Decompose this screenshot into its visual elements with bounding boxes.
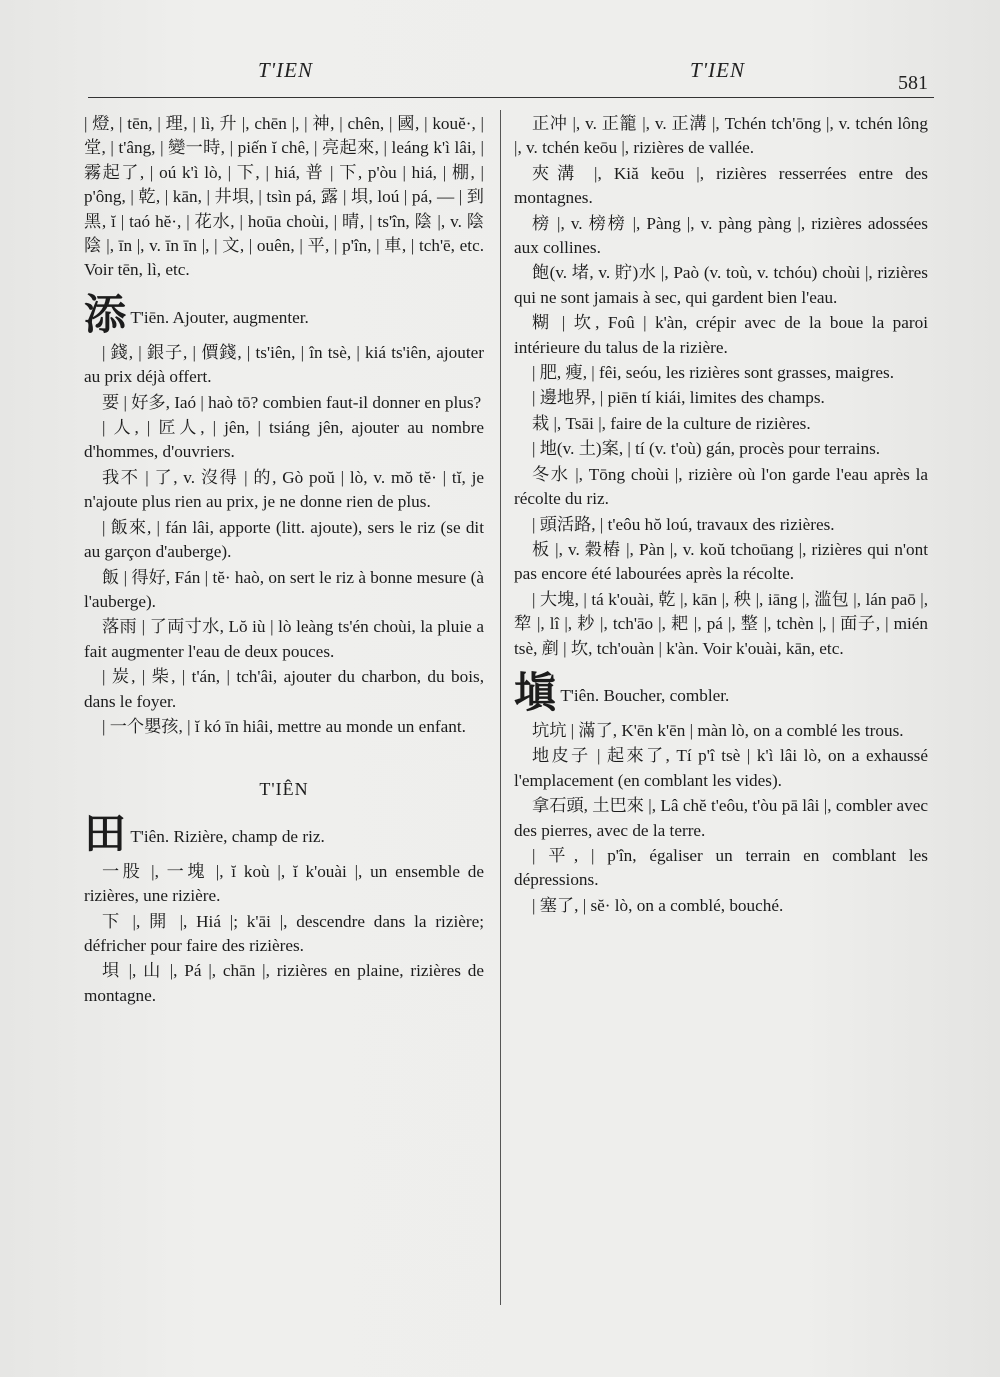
right-column [514, 112, 928, 919]
continued-entry: | 燈, | tēn, | 理, | lì, 升 |, chēn |, | 神, | chên, | 國, | kouĕ·, | 堂, | t'âng, | 變一時, | piến ĭ chê, | 亮起來, | leáng k'ì lâi, | 霧起了, | oú k'ì lò, | 下, | hiá, 普 | 下, p'òu | hiá, | 棚, | p'ông, | 乾, | kān, | 井垻, | tsìn pá, 露 | 垻, loú | pá, — | 到黑, ĭ | taó hĕ·, | 花水, | hoūa choùi, | 晴, | ts'în, 陰 |, v. 陰陰 |, īn |, v. īn īn |, | 文, | ouên, | 平, | p'în, | 車, | tch'ē, etc. Voir tēn, lì, etc. [84, 114, 484, 280]
dictionary-entry: 垻 |, 山 |, Pá |, chān |, rizières en plaine, rizières de montagne. [84, 961, 484, 1005]
running-head-left: T'IEN [258, 58, 313, 82]
dictionary-entry: 地皮子 | 起來了, Tí p'î tsè | k'ì lâi lò, on a exhaussé l'emplacement (en comblant les vides). [514, 746, 928, 790]
dictionary-entry: 板 |, v. 穀樁 |, Pàn |, v. koŭ tchoūang |, rizières qui n'ont pas encore été labourées après la récolte. [514, 539, 928, 584]
dictionary-entry: 飽(v. 堵, v. 貯)水 |, Paò (v. toù, v. tchóu) choùi |, rizières qui ne sont jamais à sec, qui gardent bien l'eau. [514, 263, 928, 307]
dictionary-entry: | 地(v. 土)案, | tí (v. t'où) gán, procès pour terrains. [532, 439, 881, 459]
dictionary-entry: | 塞了, | sĕ· lò, on a comblé, bouché. [532, 895, 784, 915]
dictionary-entry: 下 |, 開 |, Hiá |; k'āi |, descendre dans la rizière; défricher pour faire des rizières. [84, 911, 484, 955]
dictionary-entry: 落雨 | 了両寸水, Lŏ iù | lò leàng ts'én choùi, la pluie a fait augmenter l'eau de deux pouces. [84, 617, 484, 661]
headword-definition: T'iēn. Ajouter, augmenter. [130, 307, 309, 327]
dictionary-entry: 坑坑 | 滿了, K'ēn k'ēn | màn lò, on a comblé les trous. [532, 720, 904, 740]
dictionary-entry: 飯 | 得好, Fán | tĕ· haò, on sert le riz à bonne mesure (à l'auberge). [84, 567, 484, 611]
dictionary-entry: | 一个嬰孩, | ĭ kó īn hiâi, mettre au monde un enfant. [102, 716, 466, 736]
dictionary-entry: | 錢, | 銀子, | 價錢, | ts'iên, | în tsè, | kiá ts'iên, ajouter au prix déjà offert. [84, 342, 484, 387]
headword-entry-tien-field [84, 808, 484, 858]
dictionary-entry: | 飯來, | fán lâi, apporte (litt. ajoute), sers le riz (se dit au garçon d'auberge). [84, 517, 484, 562]
dictionary-entry: | 炭, | 柴, | t'án, | tch'âi, ajouter du charbon, du bois, dans le foyer. [84, 667, 484, 711]
dictionary-entry: 糊 | 坎, Foû | k'àn, crépir avec de la boue la paroi intérieure du talus de la rizière. [514, 313, 928, 357]
dictionary-entry: 我不 | 了, v. 沒得 | 的, Gò poŭ | lò, v. mŏ tĕ· | tĭ, je n'ajoute plus rien au prix, je ne donne rien de plus. [84, 467, 484, 512]
headword-entry-tien-fill [514, 667, 928, 717]
dictionary-entry: 正冲 |, v. 正籠 |, v. 正溝 |, Tchén tch'ōng |, v. tchén lông |, v. tchén keōu |, rizières de vallée. [514, 114, 928, 158]
running-head-right: T'IEN [690, 58, 745, 82]
headword-entry-tien-add [84, 289, 484, 339]
dictionary-entry: 一股 |, 一塊 |, ĭ koù |, ĭ k'ouài |, un ensemble de rizières, une rizière. [84, 861, 484, 906]
dictionary-entry: 要 | 好多, Iaó | haò tō? combien faut-il donner en plus? [102, 392, 482, 412]
dictionary-entry: | 人, | 匠人, | jên, | tsiáng jên, ajouter au nombre d'hommes, d'ouvriers. [84, 418, 484, 462]
header-rule [88, 97, 934, 98]
dictionary-entry: | 肥, 瘦, | fêi, seóu, les rizières sont grasses, maigres. [532, 363, 895, 383]
dictionary-entry: 拿石頭, 土巴來 |, Lâ chĕ t'eôu, t'òu pā lâi |, combler avec des pierres, avec de la terre. [514, 796, 928, 840]
headword-character: 添 [84, 289, 127, 339]
dictionary-entry: | 平, | p'în, égaliser un terrain en comblant les dépressions. [514, 845, 928, 890]
headword-character: 塡 [514, 667, 557, 717]
headword-character: 田 [84, 808, 127, 858]
dictionary-entry: | 邊地界, | piēn tí kiái, limites des champs. [532, 388, 825, 408]
dictionary-entry: | 大塊, | tá k'ouài, 乾 |, kān |, 秧 |, iāng |, 滥包 |, lán paō |, 犂 |, lî |, 耖 |, tch'āo |, 耙 |, pá |, 整 |, tchèn |, | 面子, | mién tsè, 剷 | 坎, tch'ouàn | k'àn. Voir k'ouài, kān, etc. [514, 589, 928, 658]
dictionary-entry: 栽 |, Tsāi |, faire de la culture de rizières. [532, 413, 811, 433]
headword-definition: T'iên. Boucher, combler. [560, 685, 730, 705]
dictionary-entry: 夾溝 |, Kiă keōu |, rizières resserrées entre des montagnes. [514, 163, 928, 208]
dictionary-entry: | 頭活路, | t'eôu hŏ loú, travaux des rizières. [532, 514, 835, 534]
column-divider [500, 110, 501, 1305]
page-number: 581 [898, 72, 928, 94]
headword-definition: T'iên. Rizière, champ de riz. [130, 826, 325, 846]
dictionary-entry: 榜 |, v. 榜榜 |, Pàng |, v. pàng pàng |, rizières adossées aux collines. [514, 213, 928, 258]
section-heading: T'IÊN [259, 779, 309, 800]
dictionary-entry: 冬水 |, Tōng choùi |, rizière où l'on garde l'eau après la récolte du riz. [514, 464, 928, 509]
left-column [84, 112, 484, 1009]
